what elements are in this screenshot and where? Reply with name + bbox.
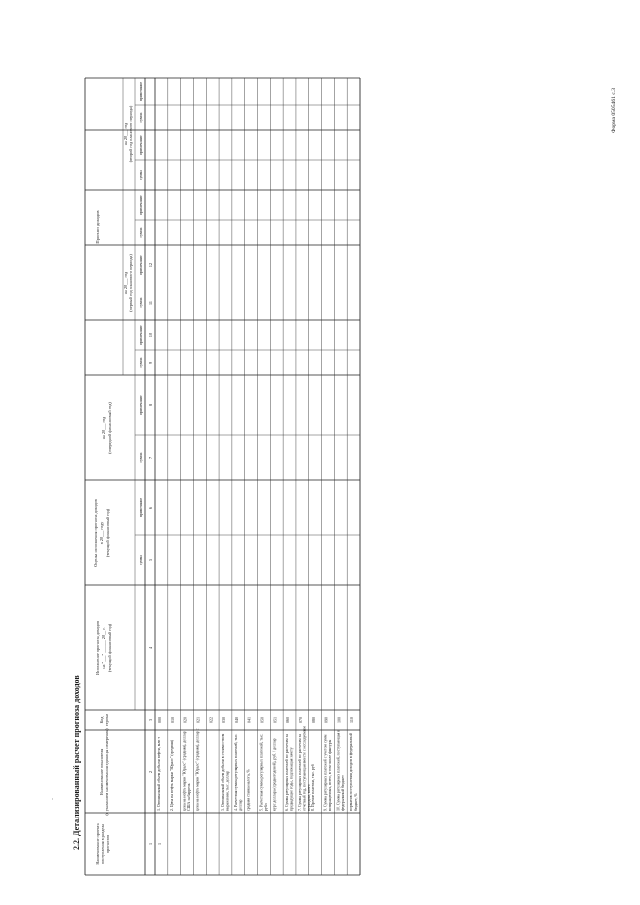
- subheader-sum: сумма: [139, 112, 143, 123]
- header-label: прогнозов: [105, 834, 110, 854]
- row-name: 6. Сумма регулярных платежей по расчетам за: [285, 734, 290, 811]
- row-name: 1. Оптимальный объем добычи нефти, млн т: [157, 736, 161, 811]
- header-label: Оценка исполнения прогноза доходов: [93, 499, 98, 567]
- column-number: 1: [148, 842, 153, 846]
- header-label: (текущий финансовый год): [107, 623, 112, 673]
- header-label: (текущий финансовый год): [105, 508, 110, 558]
- row-name: 2. Цена на нефть марки "Юралс" (средняя): [169, 740, 174, 811]
- header-label: поступления в раздела: [100, 823, 105, 865]
- subheader-sum: сумма: [139, 357, 143, 368]
- subheader-note: примечание: [139, 195, 143, 215]
- header-label: в 20___ году: [99, 521, 104, 545]
- row-code: 010: [169, 717, 175, 723]
- column-number: 7: [148, 456, 153, 460]
- subheader-note: примечание: [139, 135, 143, 155]
- row-code: 030: [221, 717, 227, 723]
- subheader-note: примечание: [139, 255, 143, 275]
- row-code: 100: [336, 717, 342, 723]
- column-number: 5: [148, 558, 153, 562]
- row-code: 040: [233, 717, 239, 723]
- header-label: (с указанием наименования единицы измерения): [104, 728, 109, 816]
- row-code: 000: [157, 717, 162, 723]
- subheader-sum: сумма: [139, 227, 143, 238]
- column-number: 12: [148, 262, 153, 268]
- header-label: на 20___ год: [101, 416, 106, 440]
- row-code: 022: [208, 717, 214, 723]
- column-number: 6: [148, 506, 153, 510]
- subheader-sum: сумма: [139, 297, 143, 308]
- row-name: средняя ставка налога, %: [246, 769, 251, 811]
- header-label: на "___" ______ 20__ г.: [101, 627, 106, 669]
- row-name: 4. Расчетная сумма регулярных платежей, тыс.: [233, 733, 238, 811]
- left-margin-value: 1: [157, 843, 162, 845]
- row-code: 041: [246, 717, 252, 723]
- row-name: 9. Сумма регулярных платежей с учетом сумм: [323, 734, 328, 811]
- row-name: норматив поступления доходов в федеральный: [349, 733, 354, 811]
- subheader-sum: сумма: [139, 170, 143, 180]
- row-name: бюджет, %: [353, 793, 358, 811]
- row-name: 8. Прочие платежи, тыс. руб: [310, 764, 315, 811]
- subheader-note: примечание: [139, 81, 143, 102]
- column-number: 4: [148, 646, 153, 650]
- row-name: 7. Сумма регулярных платежей по расчетам за: [297, 734, 302, 811]
- row-code: 050: [259, 717, 265, 723]
- header-label: строки: [104, 713, 109, 727]
- row-code: 060: [285, 717, 291, 723]
- forecast-title: Прогноз доходов: [95, 210, 100, 244]
- column-number: 2: [148, 770, 153, 774]
- margin-mark: ': [52, 799, 53, 804]
- row-code: 080: [310, 717, 316, 723]
- column-number: 8: [148, 403, 153, 407]
- subheader-note: примечание: [139, 497, 143, 518]
- row-name: рубл: [264, 803, 269, 811]
- row-name: 10. Сумма регулярных платежей, поступающая в: [336, 729, 341, 811]
- row-name: цена на нефть марки "Юралс" (средняя), доллар с: [195, 728, 200, 811]
- subheader-note: примечание: [139, 395, 143, 415]
- header-label: (первый год планового периода): [128, 254, 133, 312]
- column-number: 11: [148, 300, 153, 306]
- row-name: выражении, тыс. доллар: [225, 770, 230, 811]
- row-name: федеральный бюджет: [340, 775, 345, 811]
- section-title: 2.2. Детализированный расчет прогноза доходов: [72, 675, 81, 850]
- form-number: Форма 0505461 с.3: [611, 88, 617, 133]
- subheader-sum: сумма: [139, 555, 143, 565]
- row-name: цена на нефть марки "Юралс" (средняя), доллар: [182, 731, 187, 811]
- header-label: Код: [99, 716, 104, 724]
- row-code: 090: [323, 717, 329, 723]
- column-number: 10: [148, 332, 153, 338]
- column-number: 9: [148, 361, 153, 365]
- row-name: 3. Оптимальный объем добычи в стоимостном: [221, 733, 226, 811]
- header-label: (второй год планового периода): [128, 105, 133, 163]
- row-code: 020: [182, 717, 188, 723]
- header-label: Наименование проекта: [95, 823, 100, 865]
- row-code: 070: [297, 717, 303, 723]
- header-label: на 20___ год: [123, 122, 128, 146]
- row-name: доллар: [238, 799, 243, 811]
- header-label: Наименование показателя: [99, 748, 104, 796]
- header-label: на 20___ год: [123, 271, 128, 295]
- row-name: периодом, всего: [307, 784, 312, 811]
- row-name: предыдущие годы, подлежащая зачету: [289, 747, 294, 811]
- row-code: 110: [349, 717, 355, 723]
- subheader-sum: сумма: [139, 452, 143, 463]
- row-name: курс доллара (среднегодовой), руб. / доллар: [272, 738, 277, 811]
- row-name: США за баррель: [187, 783, 192, 811]
- row-name: отчетный год, поступающая вместе с исследуемым: [302, 726, 307, 811]
- subheader-note: примечание: [139, 325, 143, 345]
- row-name: 5. Расчетная сумма регулярных платежей, тыс.: [259, 733, 264, 811]
- header-label: (очередной финансовый год): [107, 402, 112, 454]
- header-label: Исполнение прогноза доходов: [95, 620, 100, 676]
- column-number: 3: [148, 718, 153, 722]
- row-name: возвращенных, всего, в том числе фактуры: [328, 739, 333, 811]
- row-code: 021: [195, 717, 201, 723]
- row-code: 051: [272, 717, 278, 723]
